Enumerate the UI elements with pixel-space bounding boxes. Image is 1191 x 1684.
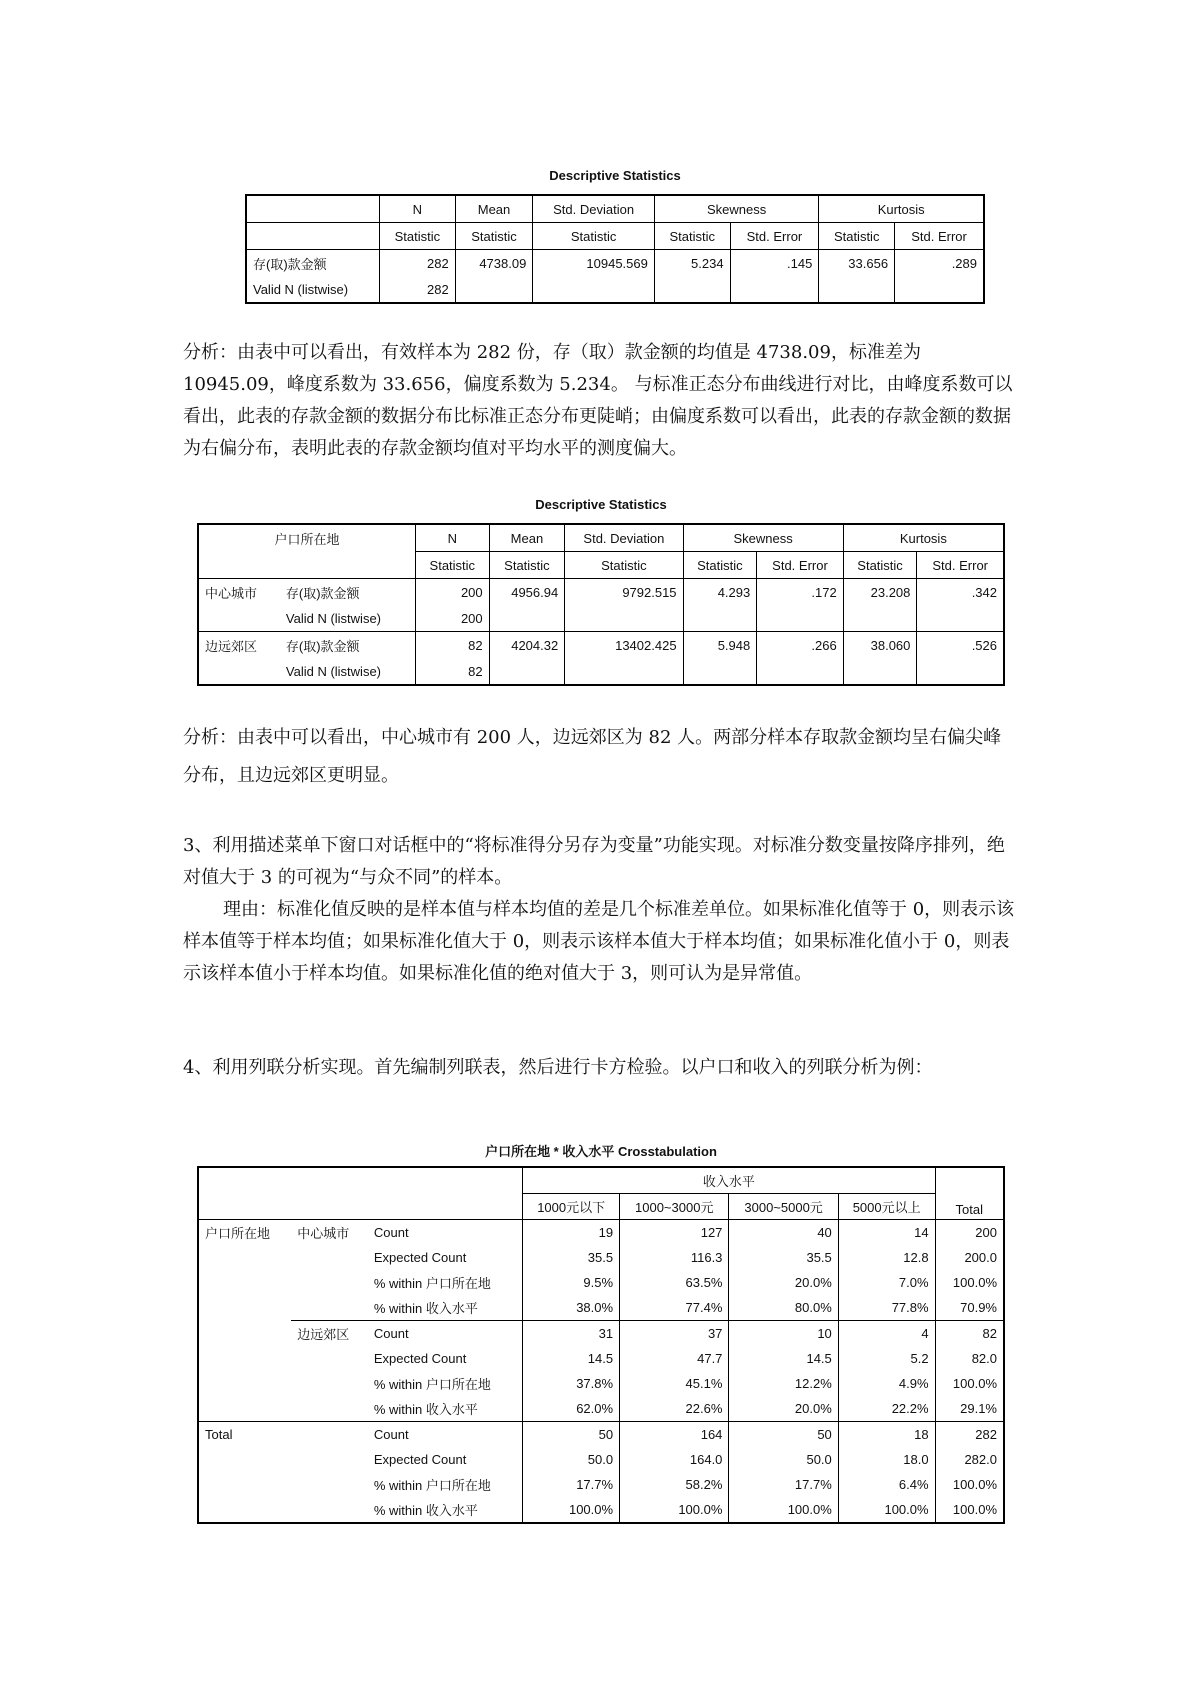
col-header-income: 3000~5000元 bbox=[729, 1194, 838, 1220]
table-cell: .342 bbox=[917, 579, 1004, 606]
table-cell: 4.9% bbox=[838, 1371, 935, 1396]
table-cell: 164 bbox=[620, 1422, 729, 1448]
table-cell: 4204.32 bbox=[489, 632, 565, 659]
table-cell: 38.0% bbox=[523, 1295, 620, 1321]
table-cell: 200 bbox=[415, 605, 489, 632]
section-3-paragraph: 3、利用描述菜单下窗口对话框中的“将标准得分另存为变量”功能实现。对标准分数变量按降序排列，绝对值大于 3 的可视为“与众不同”的样本。 bbox=[183, 835, 1005, 888]
subcol-header: Std. Error bbox=[757, 552, 843, 579]
col-header-std: Std. Deviation bbox=[533, 195, 655, 223]
subcol-header: Statistic bbox=[489, 552, 565, 579]
table-cell: 127 bbox=[620, 1220, 729, 1246]
col-header-n: N bbox=[380, 195, 456, 223]
table-cell: 4 bbox=[838, 1321, 935, 1347]
total-cell: 282 bbox=[935, 1422, 1004, 1448]
table-cell: 9.5% bbox=[523, 1270, 620, 1295]
table-cell: 45.1% bbox=[620, 1371, 729, 1396]
stat-label: Expected Count bbox=[368, 1245, 523, 1270]
table-cell: 77.8% bbox=[838, 1295, 935, 1321]
stat-label: % within 户口所在地 bbox=[368, 1270, 523, 1295]
table-cell: .289 bbox=[895, 250, 984, 277]
table-cell: 14.5 bbox=[729, 1346, 838, 1371]
table-cell: 50.0 bbox=[729, 1447, 838, 1472]
table-cell: 35.5 bbox=[729, 1245, 838, 1270]
col-header-mean: Mean bbox=[455, 195, 533, 223]
row-label: 存(取)款金额 bbox=[280, 579, 416, 606]
table3-caption: 户口所在地 * 收入水平 Crosstabulation bbox=[485, 1144, 717, 1159]
table-cell: 5.234 bbox=[654, 250, 730, 277]
subcol-header: Statistic bbox=[654, 223, 730, 250]
table-row bbox=[198, 1447, 1004, 1472]
table1-caption: Descriptive Statistics bbox=[549, 168, 681, 183]
table-row bbox=[198, 1422, 1004, 1448]
table-cell: 14 bbox=[838, 1220, 935, 1246]
row-label: Valid N (listwise) bbox=[246, 276, 380, 303]
total-cell: 82 bbox=[935, 1321, 1004, 1347]
table-cell: 9792.515 bbox=[565, 579, 683, 606]
stat-label: Count bbox=[368, 1220, 523, 1246]
table-cell: .145 bbox=[730, 250, 819, 277]
table-cell: 116.3 bbox=[620, 1245, 729, 1270]
col-header-income: 1000~3000元 bbox=[620, 1194, 729, 1220]
col-header-income: 5000元以上 bbox=[838, 1194, 935, 1220]
col-header-skewness: Skewness bbox=[683, 524, 843, 552]
table-cell: 100.0% bbox=[838, 1497, 935, 1523]
table-cell: 18.0 bbox=[838, 1447, 935, 1472]
table-cell: 50.0 bbox=[523, 1447, 620, 1472]
table-cell: 12.8 bbox=[838, 1245, 935, 1270]
stat-label: % within 户口所在地 bbox=[368, 1371, 523, 1396]
row-label: Valid N (listwise) bbox=[280, 658, 416, 685]
total-label: Total bbox=[198, 1422, 291, 1448]
section-4-paragraph: 4、利用列联分析实现。首先编制列联表，然后进行卡方检验。以户口和收入的列联分析为例： bbox=[183, 1057, 933, 1078]
table-cell: 37.8% bbox=[523, 1371, 620, 1396]
total-cell: 100.0% bbox=[935, 1270, 1004, 1295]
col-header-skewness: Skewness bbox=[654, 195, 818, 223]
stat-label: % within 收入水平 bbox=[368, 1497, 523, 1523]
col-header-kurtosis: Kurtosis bbox=[843, 524, 1004, 552]
table-cell: 50 bbox=[729, 1422, 838, 1448]
table-row bbox=[198, 632, 1004, 659]
table2-caption: Descriptive Statistics bbox=[535, 497, 667, 512]
stat-label: Expected Count bbox=[368, 1447, 523, 1472]
col-header-income: 1000元以下 bbox=[523, 1194, 620, 1220]
table-cell: 20.0% bbox=[729, 1396, 838, 1422]
table-row bbox=[246, 276, 984, 303]
subcol-header: Statistic bbox=[843, 552, 917, 579]
row-var-label: 户口所在地 bbox=[198, 1220, 291, 1246]
table-cell: 19 bbox=[523, 1220, 620, 1246]
table-row bbox=[198, 1472, 1004, 1497]
table-cell: .526 bbox=[917, 632, 1004, 659]
stat-label: % within 收入水平 bbox=[368, 1295, 523, 1321]
table-cell: 22.2% bbox=[838, 1396, 935, 1422]
subcol-header: Std. Error bbox=[917, 552, 1004, 579]
table-cell: 7.0% bbox=[838, 1270, 935, 1295]
stat-label: % within 户口所在地 bbox=[368, 1472, 523, 1497]
table-row bbox=[198, 1245, 1004, 1270]
table-cell: 23.208 bbox=[843, 579, 917, 606]
table-cell: .172 bbox=[757, 579, 843, 606]
subcol-header: Statistic bbox=[565, 552, 683, 579]
table-row bbox=[198, 1321, 1004, 1347]
total-cell: 29.1% bbox=[935, 1396, 1004, 1422]
table-cell: 37 bbox=[620, 1321, 729, 1347]
table-cell: 100.0% bbox=[620, 1497, 729, 1523]
table-cell: 33.656 bbox=[819, 250, 895, 277]
total-cell: 100.0% bbox=[935, 1472, 1004, 1497]
stat-label: Count bbox=[368, 1321, 523, 1347]
analysis-paragraph-1: 分析：由表中可以看出，有效样本为 282 份，存（取）款金额的均值是 4738.09，标准差为 10945.09，峰度系数为 33.656，偏度系数为 5.234。 与标准正态分布曲线进行对比，由峰度系数可以看出，此表的存款金额的数据分布比标准正态分布更陡峭；由偏度系数可以看出，此表的存款金额的数据为右偏分布，表明此表的存款金额均值对平均水平的测度偏大。 bbox=[183, 342, 1013, 459]
table-row bbox=[198, 1295, 1004, 1321]
total-cell: 70.9% bbox=[935, 1295, 1004, 1321]
row-label: Valid N (listwise) bbox=[280, 605, 416, 632]
table-row bbox=[198, 1220, 1004, 1246]
table-cell: 10 bbox=[729, 1321, 838, 1347]
table-cell: .266 bbox=[757, 632, 843, 659]
table-cell: 47.7 bbox=[620, 1346, 729, 1371]
table-row bbox=[198, 1270, 1004, 1295]
table-cell: 13402.425 bbox=[565, 632, 683, 659]
table-cell: 63.5% bbox=[620, 1270, 729, 1295]
group-header: 户口所在地 bbox=[198, 524, 415, 552]
table-cell: 20.0% bbox=[729, 1270, 838, 1295]
analysis-paragraph-2: 分析：由表中可以看出，中心城市有 200 人，边远郊区为 82 人。两部分样本存取款金额均呈右偏尖峰分布，且边远郊区更明显。 bbox=[183, 727, 1002, 786]
table-cell: 50 bbox=[523, 1422, 620, 1448]
total-cell: 82.0 bbox=[935, 1346, 1004, 1371]
reason-paragraph: 理由：标准化值反映的是样本值与样本均值的差是几个标准差单位。如果标准化值等于 0，则表示该样本值等于样本均值；如果标准化值大于 0，则表示该样本值大于样本均值；如果标准化值小于 0，则表示该样本值小于样本均值。如果标准化值的绝对值大于 3，则可认为是异常值。 bbox=[183, 899, 1015, 984]
table-cell: 282 bbox=[380, 250, 456, 277]
table-row bbox=[198, 1346, 1004, 1371]
col-header-mean: Mean bbox=[489, 524, 565, 552]
col-header-total: Total bbox=[935, 1167, 1004, 1220]
table-cell: 77.4% bbox=[620, 1295, 729, 1321]
table-cell: 82 bbox=[415, 632, 489, 659]
table-cell: 18 bbox=[838, 1422, 935, 1448]
table-cell: 164.0 bbox=[620, 1447, 729, 1472]
table-cell: 4738.09 bbox=[455, 250, 533, 277]
row-label: 存(取)款金额 bbox=[246, 250, 380, 277]
table-cell: 82 bbox=[415, 658, 489, 685]
col-header-n: N bbox=[415, 524, 489, 552]
table-cell: 22.6% bbox=[620, 1396, 729, 1422]
table-cell: 5.948 bbox=[683, 632, 757, 659]
descriptive-stats-table-1 bbox=[245, 194, 985, 304]
table-row bbox=[198, 658, 1004, 685]
table-row bbox=[198, 1497, 1004, 1523]
col-group-header: 收入水平 bbox=[523, 1167, 935, 1194]
subcol-header: Statistic bbox=[683, 552, 757, 579]
table-cell: 58.2% bbox=[620, 1472, 729, 1497]
table-cell: 62.0% bbox=[523, 1396, 620, 1422]
table-cell: 100.0% bbox=[523, 1497, 620, 1523]
total-cell: 200 bbox=[935, 1220, 1004, 1246]
row-label: 存(取)款金额 bbox=[280, 632, 416, 659]
table-cell: 31 bbox=[523, 1321, 620, 1347]
table-cell: 282 bbox=[380, 276, 456, 303]
table-cell: 10945.569 bbox=[533, 250, 655, 277]
table-cell: 14.5 bbox=[523, 1346, 620, 1371]
group-label: 边远郊区 bbox=[291, 1321, 368, 1347]
group-label: 中心城市 bbox=[297, 1226, 350, 1241]
table-cell: 12.2% bbox=[729, 1371, 838, 1396]
subcol-header: Statistic bbox=[455, 223, 533, 250]
table-row bbox=[198, 605, 1004, 632]
col-header-std: Std. Deviation bbox=[565, 524, 683, 552]
table-row bbox=[246, 250, 984, 277]
total-cell: 100.0% bbox=[935, 1497, 1004, 1523]
crosstab-table bbox=[197, 1166, 1005, 1524]
table-row bbox=[198, 1371, 1004, 1396]
subcol-header: Statistic bbox=[415, 552, 489, 579]
total-cell: 100.0% bbox=[935, 1371, 1004, 1396]
subcol-header: Std. Error bbox=[895, 223, 984, 250]
total-cell: 282.0 bbox=[935, 1447, 1004, 1472]
table-cell: 17.7% bbox=[729, 1472, 838, 1497]
stat-label: Expected Count bbox=[368, 1346, 523, 1371]
table-row bbox=[198, 579, 1004, 606]
crosstab-body bbox=[198, 1220, 1004, 1524]
group-label: 边远郊区 bbox=[198, 632, 280, 659]
table-row bbox=[198, 1396, 1004, 1422]
table-cell: 6.4% bbox=[838, 1472, 935, 1497]
table-cell: 80.0% bbox=[729, 1295, 838, 1321]
table-cell: 4.293 bbox=[683, 579, 757, 606]
corner-cell bbox=[246, 195, 380, 223]
subcol-header: Statistic bbox=[819, 223, 895, 250]
table-cell: 17.7% bbox=[523, 1472, 620, 1497]
total-cell: 200.0 bbox=[935, 1245, 1004, 1270]
table-cell: 38.060 bbox=[843, 632, 917, 659]
stat-label: Count bbox=[368, 1422, 523, 1448]
table-cell: 40 bbox=[729, 1220, 838, 1246]
group-label: 中心城市 bbox=[198, 579, 280, 606]
col-header-kurtosis: Kurtosis bbox=[819, 195, 984, 223]
table-cell: 200 bbox=[415, 579, 489, 606]
table-cell: 35.5 bbox=[523, 1245, 620, 1270]
descriptive-stats-table-2 bbox=[197, 523, 1005, 686]
table-cell: 100.0% bbox=[729, 1497, 838, 1523]
subcol-header: Statistic bbox=[380, 223, 456, 250]
stat-label: % within 收入水平 bbox=[368, 1396, 523, 1422]
table-cell: 5.2 bbox=[838, 1346, 935, 1371]
subcol-header: Statistic bbox=[533, 223, 655, 250]
table-cell: 4956.94 bbox=[489, 579, 565, 606]
subcol-header: Std. Error bbox=[730, 223, 819, 250]
